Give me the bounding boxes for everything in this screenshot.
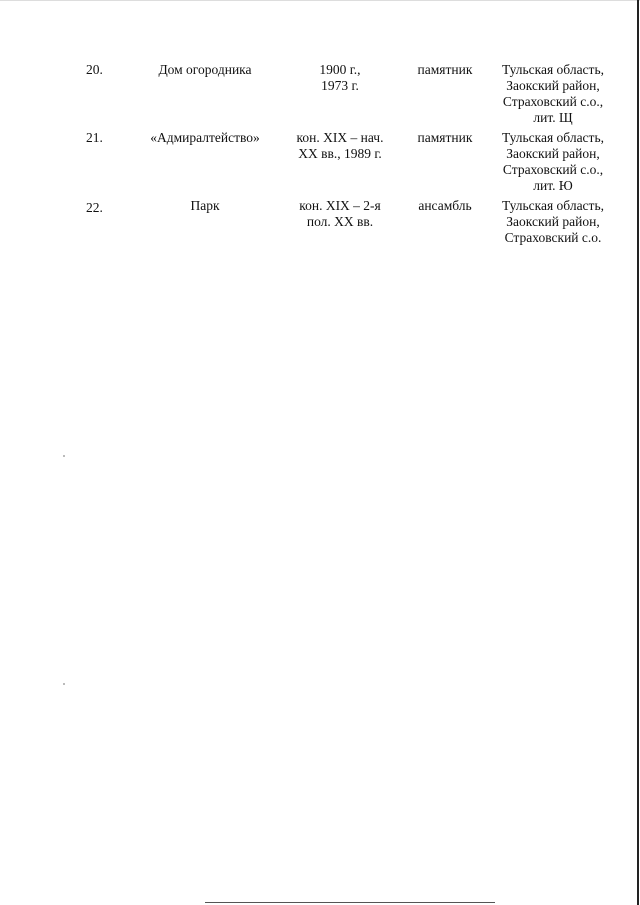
object-date: кон. XIX – 2-я пол. XX вв.	[299, 198, 381, 229]
scan-speck	[63, 455, 65, 457]
object-name: Дом огородника	[158, 62, 252, 77]
object-name: «Адмиралтейство»	[150, 130, 260, 145]
object-address: Тульская область, Заокский район, Страховский с.о.	[502, 198, 604, 245]
row-number: 21.	[86, 130, 103, 145]
scan-bottom-mark	[205, 902, 495, 903]
object-type: памятник	[417, 130, 473, 145]
object-address: Тульская область, Заокский район, Страховский с.о., лит. Щ	[502, 62, 604, 125]
object-date: кон. XIX – нач. XX вв., 1989 г.	[296, 130, 384, 161]
table-row	[80, 130, 616, 198]
table-row	[80, 62, 616, 130]
object-date: 1900 г., 1973 г.	[319, 62, 361, 93]
row-number: 22.	[86, 200, 103, 215]
object-name: Парк	[190, 198, 220, 213]
row-number: 20.	[86, 62, 103, 77]
object-address: Тульская область, Заокский район, Страховский с.о., лит. Ю	[502, 130, 604, 193]
object-type: памятник	[417, 62, 473, 77]
page-top-edge	[0, 0, 640, 1]
object-type: ансамбль	[418, 198, 472, 213]
scan-speck	[63, 683, 65, 685]
table-row	[80, 198, 616, 250]
heritage-objects-table	[80, 62, 616, 250]
page-right-edge	[637, 0, 639, 905]
